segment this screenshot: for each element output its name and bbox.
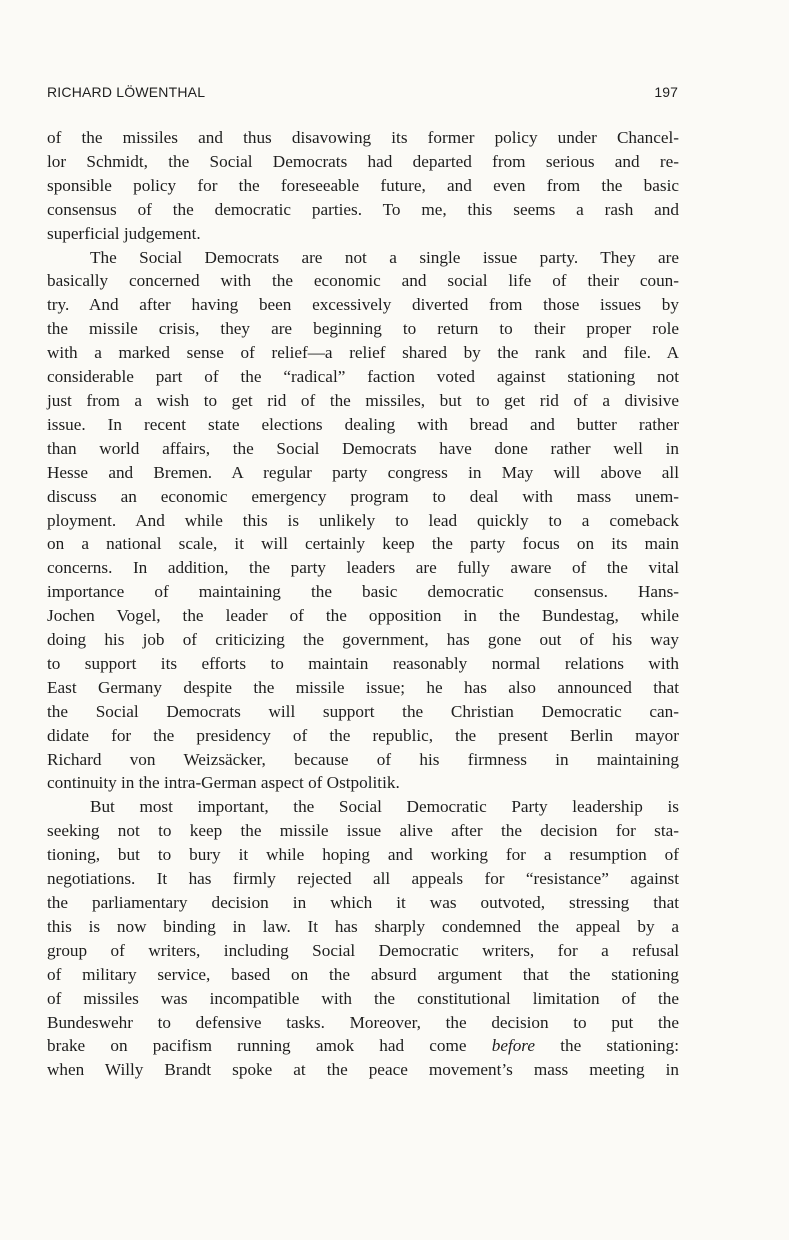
- text-line: Bundeswehr to defensive tasks. Moreover, the decision to put the: [47, 1012, 679, 1032]
- text-line: superficial judgement.: [47, 223, 201, 243]
- text-line: to support its efforts to maintain reasonably normal relations with: [47, 653, 679, 673]
- text-line: Richard von Weizsäcker, because of his firmness in maintaining: [47, 749, 679, 769]
- text-line: importance of maintaining the basic democratic consensus. Hans-: [47, 582, 679, 602]
- text-line: the parliamentary decision in which it was outvoted, stressing that: [47, 893, 679, 912]
- paragraph-2: [47, 246, 679, 796]
- text-line: concerns. In addition, the party leaders are fully aware of the vital: [47, 558, 679, 578]
- text-line: Hesse and Bremen. A regular party congress in May will above all: [47, 462, 679, 482]
- text-line: lor Schmidt, the Social Democrats had departed from serious and re-: [47, 151, 679, 171]
- paragraph-1: [47, 126, 679, 246]
- page-number: 197: [654, 84, 678, 100]
- emphasized-word: before: [491, 1036, 535, 1056]
- text-line: didate for the presidency of the republic, the present Berlin mayor: [47, 725, 679, 745]
- text-line: than world affairs, the Social Democrats have done rather well in: [47, 438, 679, 458]
- text-line: Jochen Vogel, the leader of the opposition in the Bundestag, while: [47, 606, 679, 626]
- text-line: when Willy Brandt spoke at the peace movement’s mass meeting in: [47, 1060, 679, 1080]
- text-line: the missile crisis, they are beginning to return to their proper role: [47, 319, 679, 339]
- text-line: sponsible policy for the foreseeable future, and even from the basic: [47, 175, 679, 195]
- text-line: tioning, but to bury it while hoping and working for a resumption of: [47, 845, 679, 865]
- text-line: just from a wish to get rid of the missiles, but to get rid of a divisive: [47, 390, 679, 410]
- text-line: considerable part of the “radical” faction voted against stationing not: [47, 367, 679, 387]
- text-line: with a marked sense of relief—a relief shared by the rank and file. A: [47, 343, 679, 363]
- body-text: [47, 126, 679, 1082]
- book-page: [47, 84, 679, 1082]
- paragraph-3: [47, 795, 679, 1082]
- text-line: of missiles was incompatible with the constitutional limitation of the: [47, 988, 679, 1008]
- text-line: negotiations. It has firmly rejected all appeals for “resistance” against: [47, 869, 679, 889]
- text-line: on a national scale, it will certainly keep the party focus on its main: [47, 534, 679, 554]
- text-run: brake on pacifism running amok had come: [47, 1036, 492, 1056]
- text-line: seeking not to keep the missile issue alive after the decision for sta-: [47, 821, 679, 841]
- text-run: the stationing:: [535, 1036, 679, 1056]
- text-line: East Germany despite the missile issue; he has also announced that: [47, 677, 679, 697]
- running-head-author: RICHARD LÖWENTHAL: [47, 84, 206, 100]
- text-line: the Social Democrats will support the Christian Democratic can-: [47, 701, 679, 721]
- running-head: [47, 84, 679, 100]
- text-line: But most important, the Social Democratic Party leadership is: [90, 797, 679, 817]
- text-line-with-emphasis: [47, 1034, 679, 1058]
- text-line: this is now binding in law. It has sharply condemned the appeal by a: [47, 916, 679, 936]
- text-line: discuss an economic emergency program to deal with mass unem-: [47, 486, 679, 506]
- text-line: of the missiles and thus disavowing its former policy under Chancel-: [47, 128, 679, 147]
- text-line: ployment. And while this is unlikely to lead quickly to a comeback: [47, 510, 679, 530]
- text-line: The Social Democrats are not a single issue party. They are: [90, 247, 679, 267]
- text-line: doing his job of criticizing the government, has gone out of his way: [47, 630, 679, 650]
- text-line: try. And after having been excessively diverted from those issues by: [47, 295, 679, 315]
- text-line: consensus of the democratic parties. To me, this seems a rash and: [47, 199, 679, 219]
- text-line: issue. In recent state elections dealing with bread and butter rather: [47, 414, 679, 434]
- text-line: continuity in the intra-German aspect of Ostpolitik.: [47, 773, 400, 793]
- text-line: group of writers, including Social Democratic writers, for a refusal: [47, 940, 679, 960]
- text-line: of military service, based on the absurd argument that the stationing: [47, 964, 679, 984]
- text-line: basically concerned with the economic and social life of their coun-: [47, 271, 679, 291]
